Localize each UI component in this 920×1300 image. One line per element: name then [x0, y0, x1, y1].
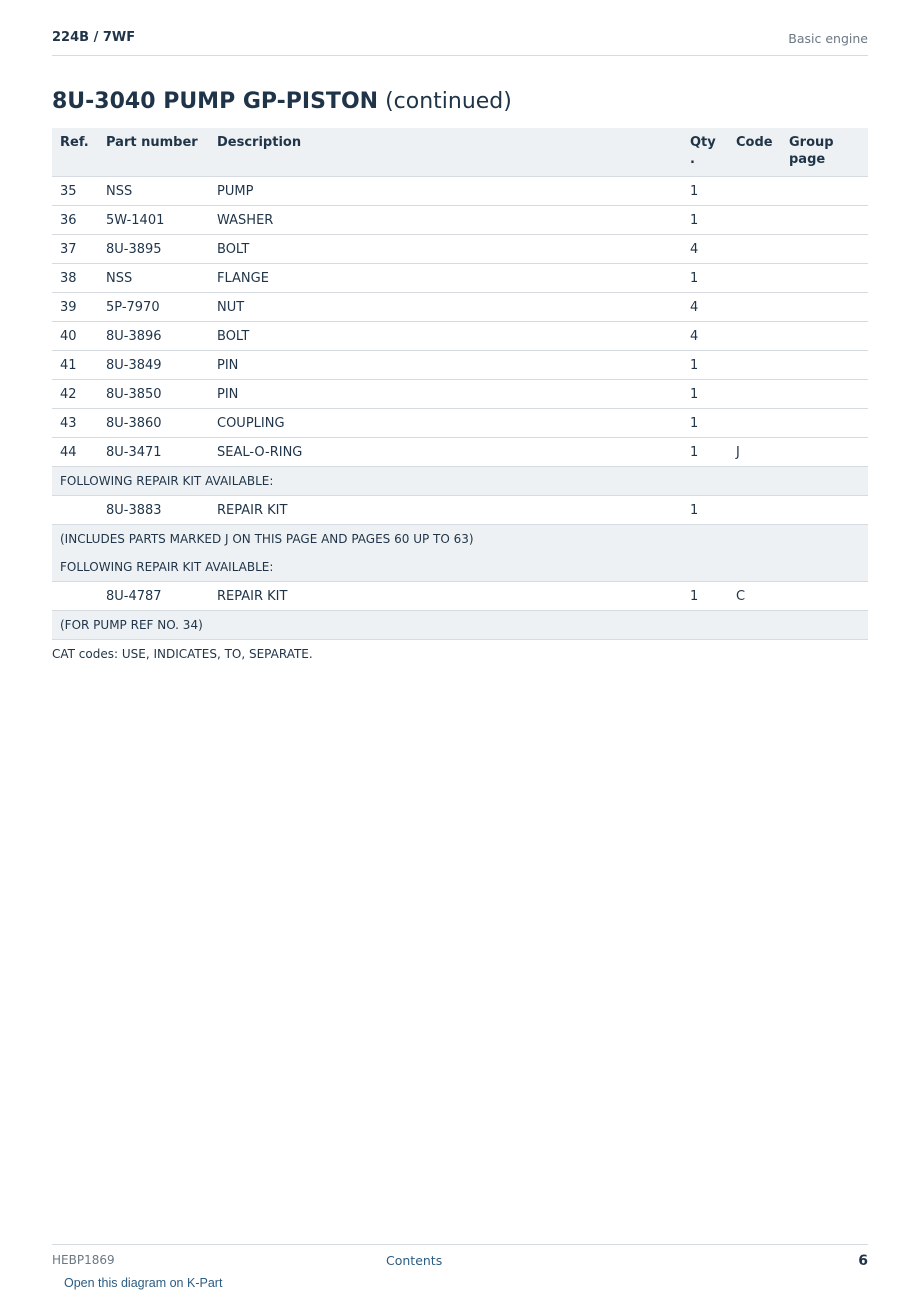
code-cell [728, 380, 781, 409]
description-cell: NUT [209, 293, 682, 322]
code-cell [728, 322, 781, 351]
description-cell: FLANGE [209, 264, 682, 293]
qty-cell: 1 [682, 177, 728, 206]
ref-cell: 40 [52, 322, 98, 351]
group-page-cell [781, 293, 868, 322]
part-row [52, 582, 868, 611]
ref-cell: 38 [52, 264, 98, 293]
part-row [52, 264, 868, 293]
section-name: Basic engine [788, 31, 868, 46]
ref-cell: 41 [52, 351, 98, 380]
note-text: FOLLOWING REPAIR KIT AVAILABLE: [52, 553, 868, 582]
ref-cell: 42 [52, 380, 98, 409]
description-cell: REPAIR KIT [209, 582, 682, 611]
part-row [52, 177, 868, 206]
ref-cell [52, 496, 98, 525]
code-cell [728, 351, 781, 380]
note-row [52, 525, 868, 554]
group-page-cell [781, 351, 868, 380]
code-cell [728, 206, 781, 235]
part-row [52, 235, 868, 264]
note-text: (FOR PUMP REF NO. 34) [52, 611, 868, 640]
qty-cell: 1 [682, 264, 728, 293]
page-title [52, 89, 512, 114]
ref-cell: 36 [52, 206, 98, 235]
group-page-cell [781, 206, 868, 235]
document-id: HEBP1869 [52, 1253, 115, 1267]
code-cell [728, 496, 781, 525]
kpart-diagram-link[interactable]: Open this diagram on K-Part [64, 1276, 223, 1290]
qty-cell: 1 [682, 351, 728, 380]
code-cell [728, 235, 781, 264]
qty-cell: 4 [682, 322, 728, 351]
note-row [52, 611, 868, 640]
cat-codes-note: CAT codes: USE, INDICATES, TO, SEPARATE. [52, 647, 313, 661]
part-number-cell: 8U-4787 [98, 582, 209, 611]
column-header-part-number: Part number [98, 128, 209, 177]
note-text: FOLLOWING REPAIR KIT AVAILABLE: [52, 467, 868, 496]
note-row [52, 467, 868, 496]
column-header-group-page: Group page [781, 128, 868, 177]
code-cell [728, 264, 781, 293]
qty-cell: 1 [682, 409, 728, 438]
qty-cell: 1 [682, 380, 728, 409]
description-cell: PIN [209, 380, 682, 409]
description-cell: WASHER [209, 206, 682, 235]
contents-link[interactable]: Contents [386, 1253, 443, 1268]
description-cell: BOLT [209, 322, 682, 351]
ref-cell: 39 [52, 293, 98, 322]
group-page-cell [781, 496, 868, 525]
ref-cell: 35 [52, 177, 98, 206]
page-footer [52, 1244, 868, 1275]
title-suffix: (continued) [385, 89, 512, 114]
title-main: 8U-3040 PUMP GP-PISTON [52, 89, 379, 114]
column-header-ref: Ref. [52, 128, 98, 177]
page-number: 6 [858, 1253, 868, 1269]
ref-cell: 37 [52, 235, 98, 264]
qty-cell: 1 [682, 496, 728, 525]
group-page-cell [781, 409, 868, 438]
qty-cell: 1 [682, 582, 728, 611]
part-number-cell: 8U-3850 [98, 380, 209, 409]
group-page-cell [781, 322, 868, 351]
part-row [52, 322, 868, 351]
note-row [52, 553, 868, 582]
part-number-cell: 5P-7970 [98, 293, 209, 322]
part-number-cell: 5W-1401 [98, 206, 209, 235]
page-header [52, 28, 868, 56]
part-number-cell: 8U-3896 [98, 322, 209, 351]
code-cell: J [728, 438, 781, 467]
part-row [52, 206, 868, 235]
ref-cell [52, 582, 98, 611]
part-row [52, 380, 868, 409]
code-cell [728, 177, 781, 206]
machine-model: 224B / 7WF [52, 30, 136, 45]
description-cell: REPAIR KIT [209, 496, 682, 525]
description-cell: BOLT [209, 235, 682, 264]
group-page-cell [781, 582, 868, 611]
part-number-cell: 8U-3895 [98, 235, 209, 264]
ref-cell: 43 [52, 409, 98, 438]
part-number-cell: 8U-3883 [98, 496, 209, 525]
parts-table-body [52, 177, 868, 640]
description-cell: PIN [209, 351, 682, 380]
qty-cell: 1 [682, 206, 728, 235]
part-number-cell: 8U-3849 [98, 351, 209, 380]
description-cell: SEAL-O-RING [209, 438, 682, 467]
header-row [52, 128, 868, 177]
column-header-code: Code [728, 128, 781, 177]
part-row [52, 293, 868, 322]
part-number-cell: 8U-3860 [98, 409, 209, 438]
column-header-qty: Qty . [682, 128, 728, 177]
qty-cell: 4 [682, 235, 728, 264]
part-row [52, 438, 868, 467]
code-cell [728, 293, 781, 322]
parts-table-header [52, 128, 868, 177]
parts-table [52, 128, 868, 640]
group-page-cell [781, 438, 868, 467]
group-page-cell [781, 264, 868, 293]
group-page-cell [781, 177, 868, 206]
column-header-description: Description [209, 128, 682, 177]
part-row [52, 496, 868, 525]
note-text: (INCLUDES PARTS MARKED J ON THIS PAGE AND PAGES 60 UP TO 63) [52, 525, 868, 554]
part-number-cell: 8U-3471 [98, 438, 209, 467]
code-cell [728, 409, 781, 438]
code-cell: C [728, 582, 781, 611]
part-row [52, 351, 868, 380]
part-number-cell: NSS [98, 177, 209, 206]
group-page-cell [781, 380, 868, 409]
description-cell: COUPLING [209, 409, 682, 438]
description-cell: PUMP [209, 177, 682, 206]
part-row [52, 409, 868, 438]
group-page-cell [781, 235, 868, 264]
qty-cell: 1 [682, 438, 728, 467]
qty-cell: 4 [682, 293, 728, 322]
part-number-cell: NSS [98, 264, 209, 293]
ref-cell: 44 [52, 438, 98, 467]
